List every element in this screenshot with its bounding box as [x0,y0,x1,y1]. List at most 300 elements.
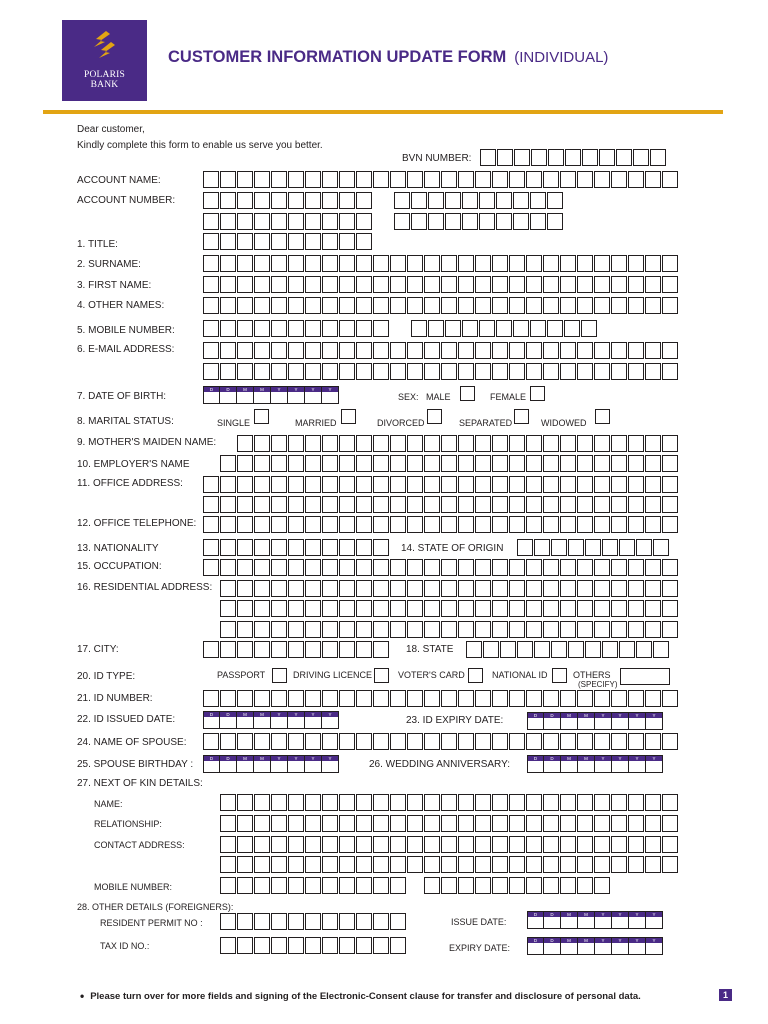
char-box[interactable] [390,815,406,832]
char-box[interactable] [543,435,559,452]
char-box[interactable] [339,255,355,272]
char-box[interactable] [271,836,287,853]
char-box[interactable] [356,192,372,209]
char-box[interactable] [424,600,440,617]
dob-date-input[interactable] [203,386,339,404]
char-box[interactable] [543,877,559,894]
char-box[interactable] [441,516,457,533]
char-box[interactable] [390,342,406,359]
char-box[interactable] [390,580,406,597]
char-box[interactable] [526,733,542,750]
char-box[interactable] [322,213,338,230]
char-box[interactable] [441,580,457,597]
char-box[interactable] [594,600,610,617]
char-box[interactable] [288,455,304,472]
char-box[interactable] [288,600,304,617]
char-box[interactable] [411,213,427,230]
char-box[interactable] [526,690,542,707]
char-box[interactable] [322,342,338,359]
char-box[interactable] [441,559,457,576]
char-box[interactable] [356,297,372,314]
date-digit-box[interactable] [578,937,595,955]
char-box[interactable] [356,363,372,380]
char-box[interactable] [407,516,423,533]
char-box[interactable] [373,516,389,533]
nok-mobile-input-1[interactable] [220,877,406,894]
char-box[interactable] [356,600,372,617]
char-box[interactable] [322,496,338,513]
char-box[interactable] [492,297,508,314]
char-box[interactable] [428,213,444,230]
char-box[interactable] [534,539,550,556]
char-box[interactable] [441,690,457,707]
char-box[interactable] [305,476,321,493]
char-box[interactable] [271,913,287,930]
char-box[interactable] [271,476,287,493]
char-box[interactable] [390,690,406,707]
date-digit-box[interactable] [595,755,612,773]
char-box[interactable] [480,149,496,166]
char-box[interactable] [203,496,219,513]
char-box[interactable] [254,580,270,597]
char-box[interactable] [288,877,304,894]
char-box[interactable] [492,815,508,832]
char-box[interactable] [322,877,338,894]
char-box[interactable] [628,600,644,617]
char-box[interactable] [458,580,474,597]
char-box[interactable] [628,690,644,707]
char-box[interactable] [339,559,355,576]
char-box[interactable] [390,363,406,380]
char-box[interactable] [428,320,444,337]
char-box[interactable] [407,815,423,832]
char-box[interactable] [492,496,508,513]
char-box[interactable] [254,794,270,811]
date-digit-box[interactable] [646,712,663,730]
char-box[interactable] [543,255,559,272]
char-box[interactable] [594,559,610,576]
char-box[interactable] [628,836,644,853]
char-box[interactable] [373,476,389,493]
char-box[interactable] [407,733,423,750]
date-digit-box[interactable] [629,937,646,955]
char-box[interactable] [288,435,304,452]
char-box[interactable] [356,580,372,597]
char-box[interactable] [339,320,355,337]
char-box[interactable] [322,276,338,293]
char-box[interactable] [322,690,338,707]
char-box[interactable] [254,516,270,533]
char-box[interactable] [322,913,338,930]
char-box[interactable] [462,320,478,337]
char-box[interactable] [534,641,550,658]
char-box[interactable] [220,539,236,556]
char-box[interactable] [254,320,270,337]
date-digit-box[interactable] [629,911,646,929]
char-box[interactable] [526,794,542,811]
account-number-input-3[interactable] [203,213,372,230]
char-box[interactable] [271,621,287,638]
char-box[interactable] [526,580,542,597]
char-box[interactable] [237,913,253,930]
date-digit-box[interactable] [322,386,339,404]
char-box[interactable] [424,856,440,873]
char-box[interactable] [602,641,618,658]
char-box[interactable] [424,836,440,853]
char-box[interactable] [373,794,389,811]
char-box[interactable] [424,559,440,576]
char-box[interactable] [662,690,678,707]
char-box[interactable] [203,733,219,750]
char-box[interactable] [203,233,219,250]
char-box[interactable] [611,836,627,853]
char-box[interactable] [645,836,661,853]
char-box[interactable] [322,192,338,209]
title-input[interactable] [203,233,372,250]
date-digit-box[interactable] [220,711,237,729]
char-box[interactable] [526,255,542,272]
char-box[interactable] [271,255,287,272]
char-box[interactable] [577,600,593,617]
date-digit-box[interactable] [220,386,237,404]
char-box[interactable] [628,580,644,597]
char-box[interactable] [356,794,372,811]
char-box[interactable] [220,297,236,314]
char-box[interactable] [619,641,635,658]
char-box[interactable] [577,733,593,750]
char-box[interactable] [628,455,644,472]
char-box[interactable] [458,171,474,188]
char-box[interactable] [564,320,580,337]
date-digit-box[interactable] [578,712,595,730]
char-box[interactable] [611,496,627,513]
char-box[interactable] [582,149,598,166]
char-box[interactable] [458,496,474,513]
char-box[interactable] [424,733,440,750]
char-box[interactable] [271,455,287,472]
char-box[interactable] [390,297,406,314]
char-box[interactable] [543,276,559,293]
char-box[interactable] [530,213,546,230]
date-digit-box[interactable] [578,755,595,773]
char-box[interactable] [271,815,287,832]
char-box[interactable] [594,877,610,894]
char-box[interactable] [543,690,559,707]
occupation-input[interactable] [203,559,678,576]
char-box[interactable] [322,559,338,576]
char-box[interactable] [203,641,219,658]
char-box[interactable] [373,455,389,472]
char-box[interactable] [271,171,287,188]
char-box[interactable] [237,320,253,337]
char-box[interactable] [407,496,423,513]
char-box[interactable] [628,559,644,576]
char-box[interactable] [305,690,321,707]
char-box[interactable] [220,192,236,209]
date-digit-box[interactable] [203,711,220,729]
char-box[interactable] [526,815,542,832]
char-box[interactable] [492,877,508,894]
char-box[interactable] [373,276,389,293]
id-issued-date-input[interactable] [203,711,339,729]
char-box[interactable] [356,342,372,359]
char-box[interactable] [288,516,304,533]
char-box[interactable] [662,580,678,597]
char-box[interactable] [271,233,287,250]
char-box[interactable] [220,621,236,638]
date-digit-box[interactable] [612,937,629,955]
char-box[interactable] [322,476,338,493]
char-box[interactable] [390,496,406,513]
city-input[interactable] [203,641,389,658]
char-box[interactable] [254,233,270,250]
char-box[interactable] [492,363,508,380]
char-box[interactable] [288,233,304,250]
char-box[interactable] [373,877,389,894]
char-box[interactable] [599,149,615,166]
char-box[interactable] [254,496,270,513]
char-box[interactable] [543,455,559,472]
char-box[interactable] [492,836,508,853]
char-box[interactable] [305,794,321,811]
char-box[interactable] [339,815,355,832]
char-box[interactable] [662,516,678,533]
char-box[interactable] [509,455,525,472]
char-box[interactable] [237,559,253,576]
nok-mobile-input-2[interactable] [424,877,610,894]
char-box[interactable] [441,435,457,452]
char-box[interactable] [526,455,542,472]
date-digit-box[interactable] [527,755,544,773]
char-box[interactable] [288,320,304,337]
char-box[interactable] [445,192,461,209]
char-box[interactable] [339,877,355,894]
char-box[interactable] [509,836,525,853]
char-box[interactable] [496,320,512,337]
date-digit-box[interactable] [629,712,646,730]
char-box[interactable] [543,516,559,533]
char-box[interactable] [424,476,440,493]
char-box[interactable] [441,733,457,750]
date-digit-box[interactable] [544,911,561,929]
mobile-input-1[interactable] [203,320,389,337]
account-name-input[interactable] [203,171,678,188]
char-box[interactable] [662,496,678,513]
char-box[interactable] [475,496,491,513]
char-box[interactable] [390,435,406,452]
char-box[interactable] [547,320,563,337]
date-digit-box[interactable] [561,937,578,955]
char-box[interactable] [305,733,321,750]
char-box[interactable] [203,192,219,209]
date-digit-box[interactable] [288,711,305,729]
char-box[interactable] [662,297,678,314]
char-box[interactable] [339,600,355,617]
char-box[interactable] [237,539,253,556]
char-box[interactable] [441,276,457,293]
surname-input[interactable] [203,255,678,272]
char-box[interactable] [424,815,440,832]
tax-id-input[interactable] [220,937,406,954]
char-box[interactable] [373,496,389,513]
char-box[interactable] [424,297,440,314]
char-box[interactable] [551,539,567,556]
char-box[interactable] [339,496,355,513]
char-box[interactable] [594,516,610,533]
char-box[interactable] [339,213,355,230]
char-box[interactable] [322,255,338,272]
char-box[interactable] [373,836,389,853]
char-box[interactable] [254,937,270,954]
char-box[interactable] [492,621,508,638]
char-box[interactable] [254,435,270,452]
char-box[interactable] [594,856,610,873]
char-box[interactable] [356,496,372,513]
char-box[interactable] [509,815,525,832]
char-box[interactable] [577,476,593,493]
char-box[interactable] [662,559,678,576]
marital-married-checkbox[interactable] [341,409,356,424]
date-digit-box[interactable] [544,712,561,730]
date-digit-box[interactable] [612,712,629,730]
char-box[interactable] [611,794,627,811]
char-box[interactable] [356,516,372,533]
char-box[interactable] [509,255,525,272]
char-box[interactable] [237,342,253,359]
char-box[interactable] [390,171,406,188]
char-box[interactable] [237,255,253,272]
char-box[interactable] [526,297,542,314]
char-box[interactable] [271,213,287,230]
char-box[interactable] [203,363,219,380]
date-digit-box[interactable] [646,911,663,929]
char-box[interactable] [305,192,321,209]
char-box[interactable] [339,913,355,930]
char-box[interactable] [509,171,525,188]
char-box[interactable] [509,297,525,314]
char-box[interactable] [288,559,304,576]
char-box[interactable] [373,171,389,188]
char-box[interactable] [220,794,236,811]
char-box[interactable] [568,641,584,658]
char-box[interactable] [475,621,491,638]
char-box[interactable] [662,476,678,493]
char-box[interactable] [356,690,372,707]
char-box[interactable] [305,455,321,472]
char-box[interactable] [288,621,304,638]
char-box[interactable] [645,455,661,472]
char-box[interactable] [356,320,372,337]
char-box[interactable] [203,690,219,707]
char-box[interactable] [203,476,219,493]
char-box[interactable] [560,621,576,638]
char-box[interactable] [636,539,652,556]
char-box[interactable] [594,363,610,380]
spouse-name-input[interactable] [203,733,678,750]
char-box[interactable] [254,877,270,894]
char-box[interactable] [577,455,593,472]
char-box[interactable] [407,690,423,707]
char-box[interactable] [526,476,542,493]
char-box[interactable] [356,641,372,658]
date-digit-box[interactable] [305,755,322,773]
char-box[interactable] [237,455,253,472]
char-box[interactable] [339,794,355,811]
char-box[interactable] [356,255,372,272]
char-box[interactable] [496,213,512,230]
char-box[interactable] [407,276,423,293]
char-box[interactable] [662,455,678,472]
char-box[interactable] [373,690,389,707]
char-box[interactable] [237,621,253,638]
char-box[interactable] [339,455,355,472]
char-box[interactable] [645,342,661,359]
char-box[interactable] [203,213,219,230]
char-box[interactable] [390,455,406,472]
char-box[interactable] [492,255,508,272]
date-digit-box[interactable] [271,755,288,773]
char-box[interactable] [373,913,389,930]
char-box[interactable] [509,856,525,873]
char-box[interactable] [271,690,287,707]
char-box[interactable] [373,621,389,638]
char-box[interactable] [497,149,513,166]
char-box[interactable] [254,690,270,707]
char-box[interactable] [509,580,525,597]
char-box[interactable] [509,276,525,293]
char-box[interactable] [271,192,287,209]
char-box[interactable] [543,559,559,576]
char-box[interactable] [577,435,593,452]
char-box[interactable] [594,733,610,750]
char-box[interactable] [237,435,253,452]
char-box[interactable] [237,192,253,209]
char-box[interactable] [271,580,287,597]
char-box[interactable] [424,171,440,188]
char-box[interactable] [441,877,457,894]
char-box[interactable] [475,733,491,750]
char-box[interactable] [339,363,355,380]
char-box[interactable] [492,856,508,873]
char-box[interactable] [220,733,236,750]
char-box[interactable] [526,856,542,873]
char-box[interactable] [254,815,270,832]
date-digit-box[interactable] [561,755,578,773]
char-box[interactable] [237,516,253,533]
char-box[interactable] [373,641,389,658]
char-box[interactable] [543,476,559,493]
char-box[interactable] [373,342,389,359]
char-box[interactable] [305,276,321,293]
char-box[interactable] [390,836,406,853]
char-box[interactable] [475,276,491,293]
date-digit-box[interactable] [322,755,339,773]
char-box[interactable] [441,600,457,617]
char-box[interactable] [594,815,610,832]
char-box[interactable] [271,856,287,873]
char-box[interactable] [339,539,355,556]
char-box[interactable] [577,580,593,597]
char-box[interactable] [322,815,338,832]
char-box[interactable] [475,363,491,380]
char-box[interactable] [509,496,525,513]
char-box[interactable] [628,496,644,513]
char-box[interactable] [441,255,457,272]
char-box[interactable] [560,455,576,472]
nok-address-input-2[interactable] [220,856,678,873]
char-box[interactable] [611,342,627,359]
char-box[interactable] [254,171,270,188]
